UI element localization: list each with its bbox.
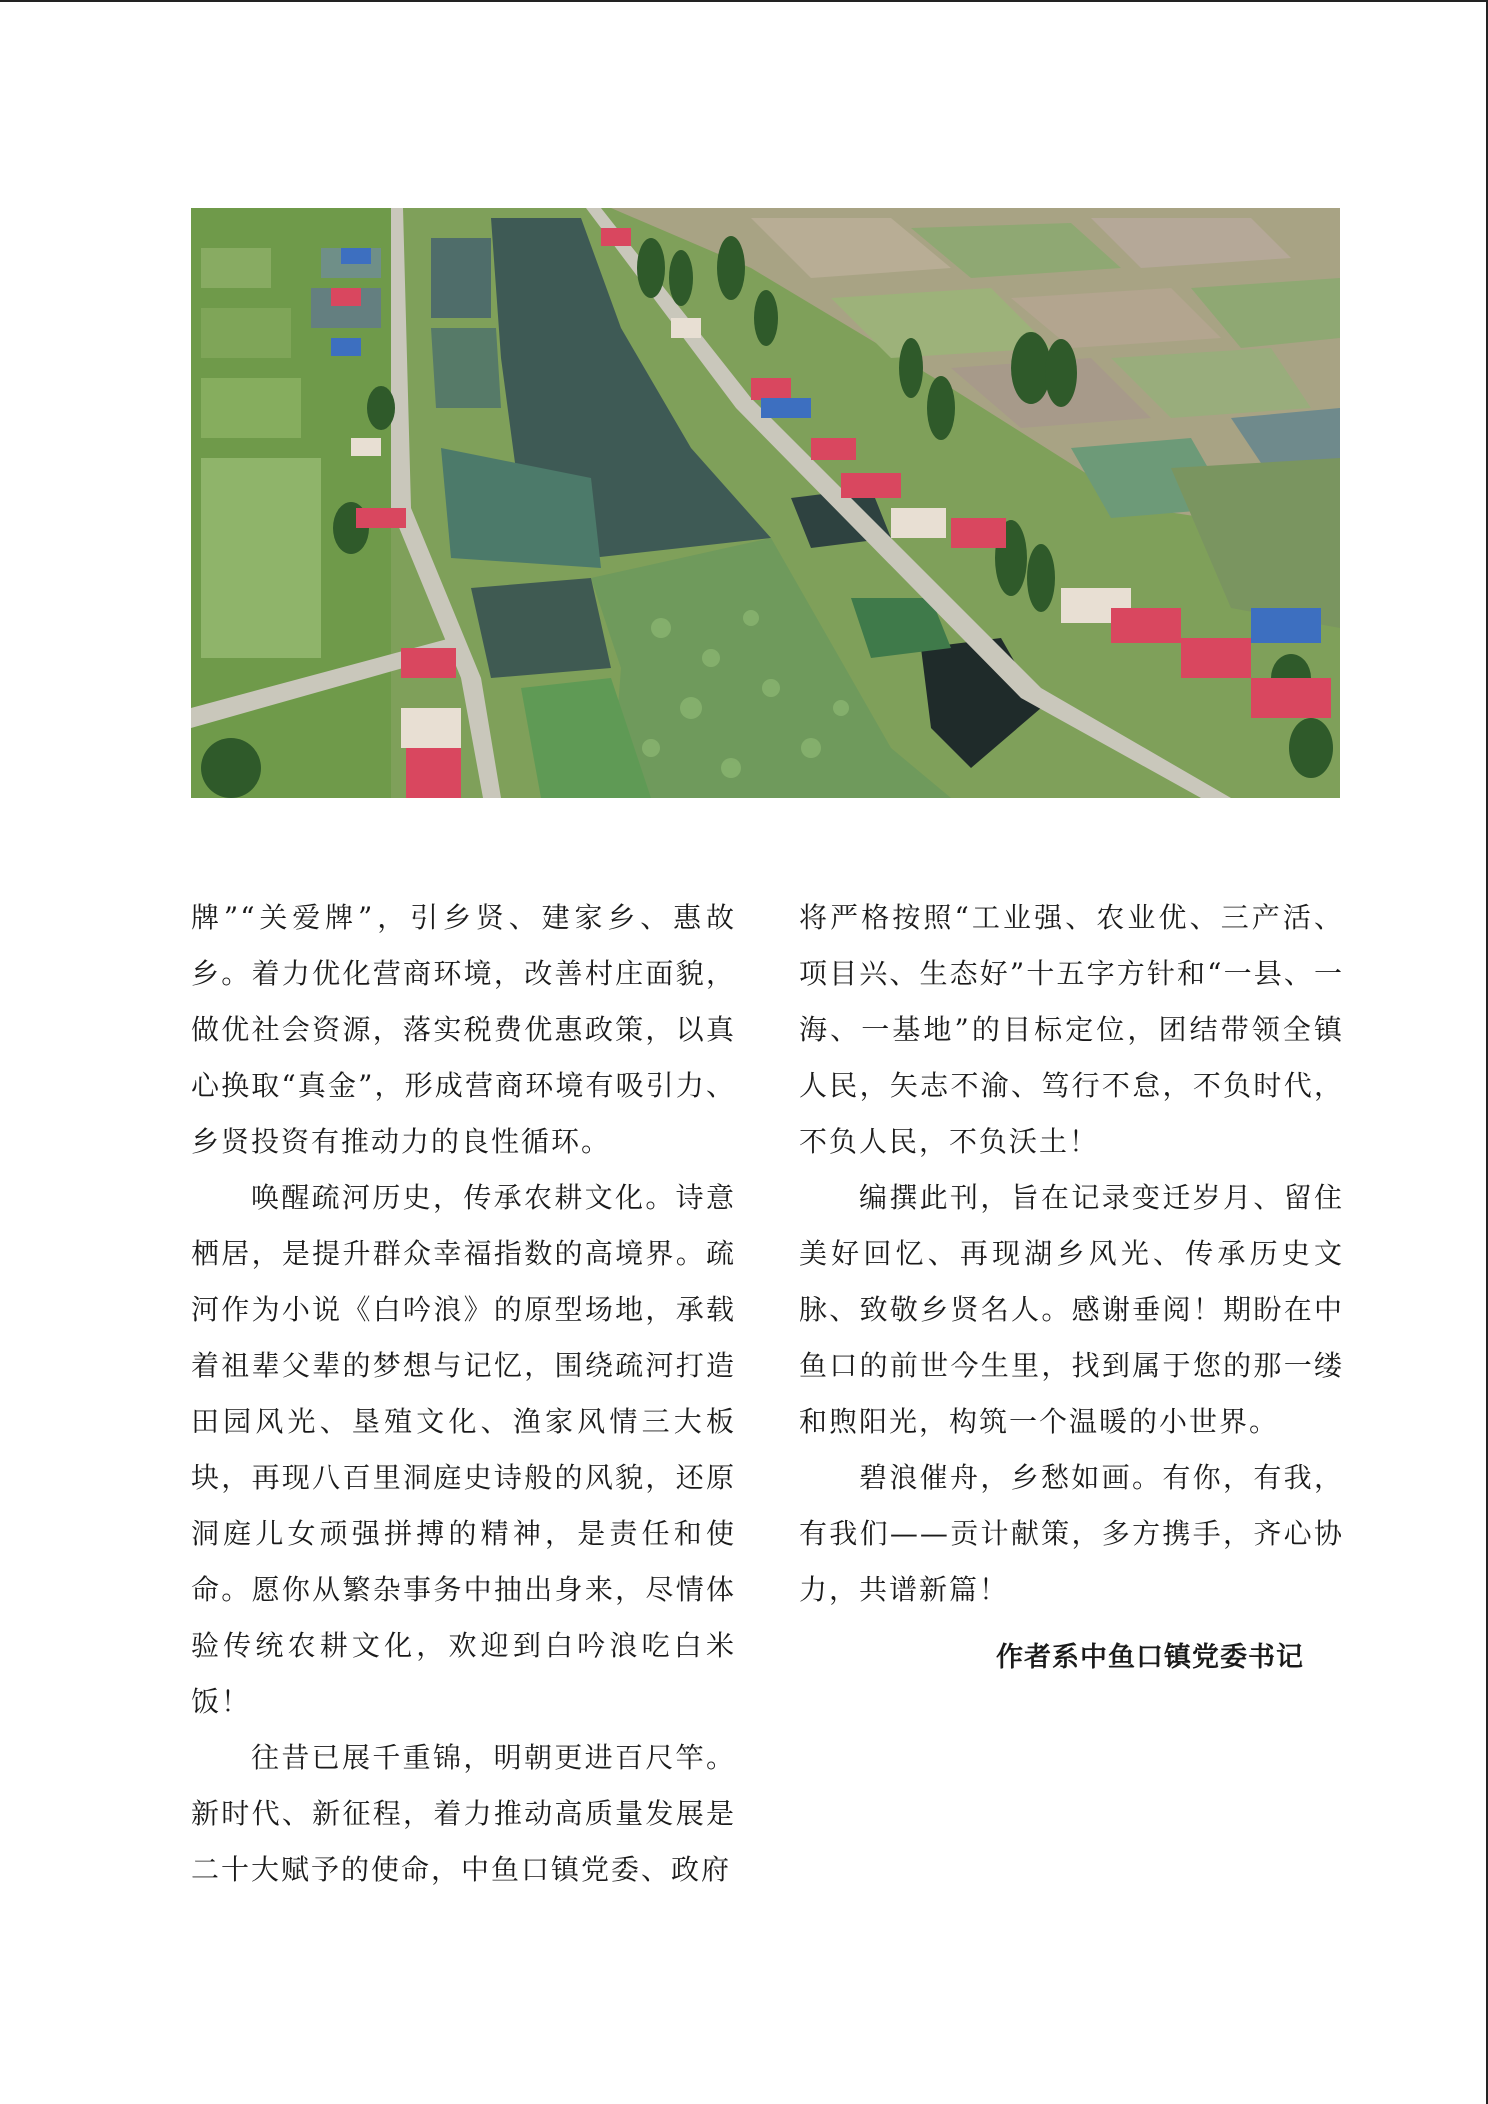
- aerial-photo-illustration: [191, 208, 1340, 798]
- right-paragraph-1: 将严格按照“工业强、农业优、三产活、项目兴、生态好”十五字方针和“一县、一海、一基地”的目标定位，团结带领全镇人民，矢志不渝、笃行不怠，不负时代，不负人民，不负沃土！: [799, 901, 1344, 1158]
- left-paragraph-2: 唤醒疏河历史，传承农耕文化。诗意栖居，是提升群众幸福指数的高境界。疏河作为小说《白吟浪》的原型场地，承载着祖辈父辈的梦想与记忆，围绕疏河打造田园风光、垦殖文化、渔家风情三大板块，再现八百里洞庭史诗般的风貌，还原洞庭儿女顽强拼搏的精神，是责任和使命。愿你从繁杂事务中抽出身来，尽情体验传统农耕文化，欢迎到白吟浪吃白米饭！: [191, 1181, 736, 1718]
- right-paragraph-3: 碧浪催舟，乡愁如画。有你，有我，有我们——贡计献策，多方携手，齐心协力，共谱新篇！: [799, 1461, 1344, 1606]
- right-paragraph-2: 编撰此刊，旨在记录变迁岁月、留住美好回忆、再现湖乡风光、传承历史文脉、致敬乡贤名人。感谢垂阅！期盼在中鱼口的前世今生里，找到属于您的那一缕和煦阳光，构筑一个温暖的小世界。: [799, 1181, 1344, 1438]
- right-text-column: [799, 890, 1344, 1686]
- left-text-column: [191, 890, 736, 1898]
- left-paragraph-3: 往昔已展千重锦，明朝更进百尺竿。新时代、新征程，着力推动高质量发展是二十大赋予的使命，中鱼口镇党委、政府: [191, 1741, 736, 1886]
- aerial-village-photo: [191, 208, 1340, 798]
- page-border-top: [0, 0, 1488, 2]
- left-paragraph-1: 牌”“关爱牌”，引乡贤、建家乡、惠故乡。着力优化营商环境，改善村庄面貌，做优社会资源，落实税费优惠政策，以真心换取“真金”，形成营商环境有吸引力、乡贤投资有推动力的良性循环。: [191, 901, 736, 1158]
- author-byline: 作者系中鱼口镇党委书记: [996, 1642, 1304, 1673]
